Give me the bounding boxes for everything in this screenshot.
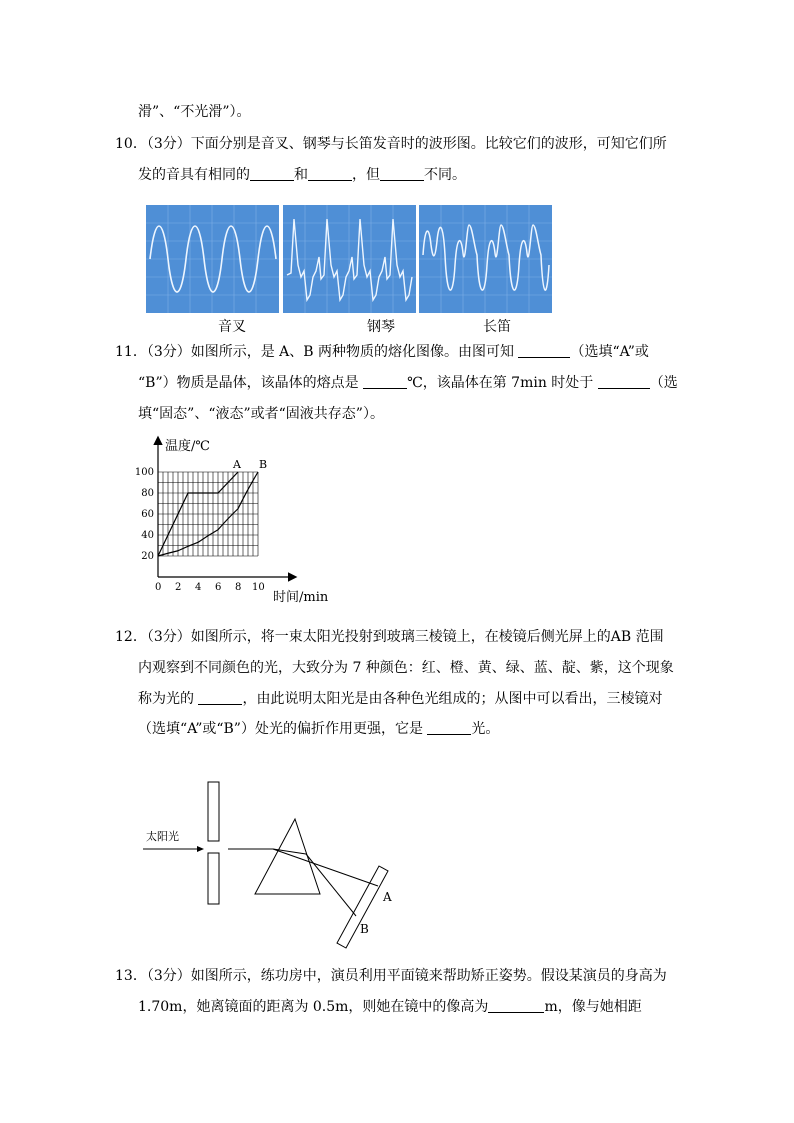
refracted-ray-b — [306, 854, 356, 916]
x-axis-label: 时间/min — [273, 590, 329, 605]
q10-text-b: 和 — [294, 167, 308, 183]
q11-blank-1[interactable] — [518, 343, 570, 358]
y-tick-label: 80 — [141, 488, 154, 499]
y-tick-label: 20 — [141, 551, 154, 562]
flute-waveform — [419, 205, 552, 313]
q11-text-b: （选填“A”或 — [570, 344, 649, 360]
q11-line3: 填“固态”、“液态”或者“固液共存态”）。 — [138, 406, 384, 422]
q12-text-b: ，由此说明太阳光是由各种色光组成的；从图中可以看出，三棱镜对 — [242, 691, 663, 707]
q9-tail-text: 滑”、“不光滑”）。 — [138, 104, 251, 120]
label-a: A — [383, 890, 392, 904]
q12-line3 — [138, 689, 662, 709]
q10-line2 — [138, 165, 466, 185]
q10-text-c: ，但 — [352, 167, 380, 183]
slit-lower-plate — [208, 853, 219, 904]
q10-text-a: 发的音具有相同的 — [138, 167, 250, 183]
q11-line2 — [138, 373, 678, 393]
x-tick-label: 0 — [155, 582, 162, 593]
melting-chart — [125, 432, 345, 612]
y-tick-label: 100 — [134, 467, 154, 478]
x-tick-label: 2 — [175, 582, 182, 593]
q11-blank-3[interactable] — [598, 374, 650, 389]
x-tick-label: 10 — [252, 582, 265, 593]
q13-blank-1[interactable] — [488, 998, 544, 1013]
q10-blank-1[interactable] — [250, 166, 294, 181]
caption-piano: 钢琴 — [367, 319, 395, 335]
q12-text-c: （选填“A”或“B”）处光的偏折作用更强，它是 — [138, 721, 428, 737]
q13-line1: 13．（3分）如图所示，练功房中，演员利用平面镜来帮助矫正姿势。假设某演员的身高为 — [115, 968, 667, 984]
q12-line1: 12．（3分）如图所示，将一束太阳光投射到玻璃三棱镜上，在棱镜后侧光屏上的AB 范围 — [115, 629, 664, 645]
refracted-ray-a — [273, 849, 378, 886]
caption-flute: 长笛 — [483, 319, 511, 335]
series-label-A: A — [233, 458, 241, 471]
q12-line2: 内观察到不同颜色的光，大致分为 7 种颜色：红、橙、黄、绿、蓝、靛、紫，这个现象 — [138, 660, 674, 676]
q13-text-a: 1.70m，她离镜面的距离为 0.5m，则她在镜中的像高为 — [138, 999, 489, 1015]
q11-text-d: ℃，该晶体在第 7min 时处于 — [407, 375, 598, 391]
prism — [255, 819, 320, 894]
series-label-B: B — [259, 458, 268, 471]
q12-blank-1[interactable] — [198, 690, 242, 705]
q10-blank-3[interactable] — [380, 166, 424, 181]
q10-text-d: 不同。 — [424, 167, 466, 183]
arrowhead-icon — [197, 846, 204, 852]
q10-line1: 10．（3分）下面分别是音叉、钢琴与长笛发音时的波形图。比较它们的波形，可知它们所 — [115, 136, 667, 152]
y-axis-label: 温度/℃ — [165, 439, 210, 454]
sunlight-label: 太阳光 — [146, 830, 179, 843]
q10-blank-2[interactable] — [308, 166, 352, 181]
q13-line2 — [138, 997, 642, 1017]
q12-text-d: 光。 — [471, 721, 500, 737]
q11-blank-2[interactable] — [363, 374, 407, 389]
q11-text-a: 11．（3分）如图所示，是 A、B 两种物质的熔化图像。由图可知 — [115, 344, 519, 360]
q11-line1 — [115, 342, 649, 362]
y-tick-label: 40 — [141, 530, 154, 541]
slit-upper-plate — [208, 782, 219, 841]
q12-text-a: 称为光的 — [138, 691, 199, 707]
prism-diagram — [140, 776, 410, 951]
q11-text-e: （选 — [649, 375, 678, 391]
x-tick-label: 4 — [195, 582, 202, 593]
tuning-fork-waveform — [146, 205, 279, 313]
q12-blank-2[interactable] — [427, 720, 471, 735]
q13-text-b: m，像与她相距 — [544, 999, 642, 1015]
caption-tuning-fork: 音叉 — [218, 319, 246, 335]
piano-waveform — [283, 205, 416, 313]
label-b: B — [360, 922, 369, 936]
y-tick-label: 60 — [141, 509, 154, 520]
x-tick-label: 6 — [215, 582, 222, 593]
q11-text-c: “B”）物质是晶体，该晶体的熔点是 — [138, 375, 364, 391]
q12-line4 — [138, 719, 499, 739]
x-tick-label: 8 — [235, 582, 242, 593]
